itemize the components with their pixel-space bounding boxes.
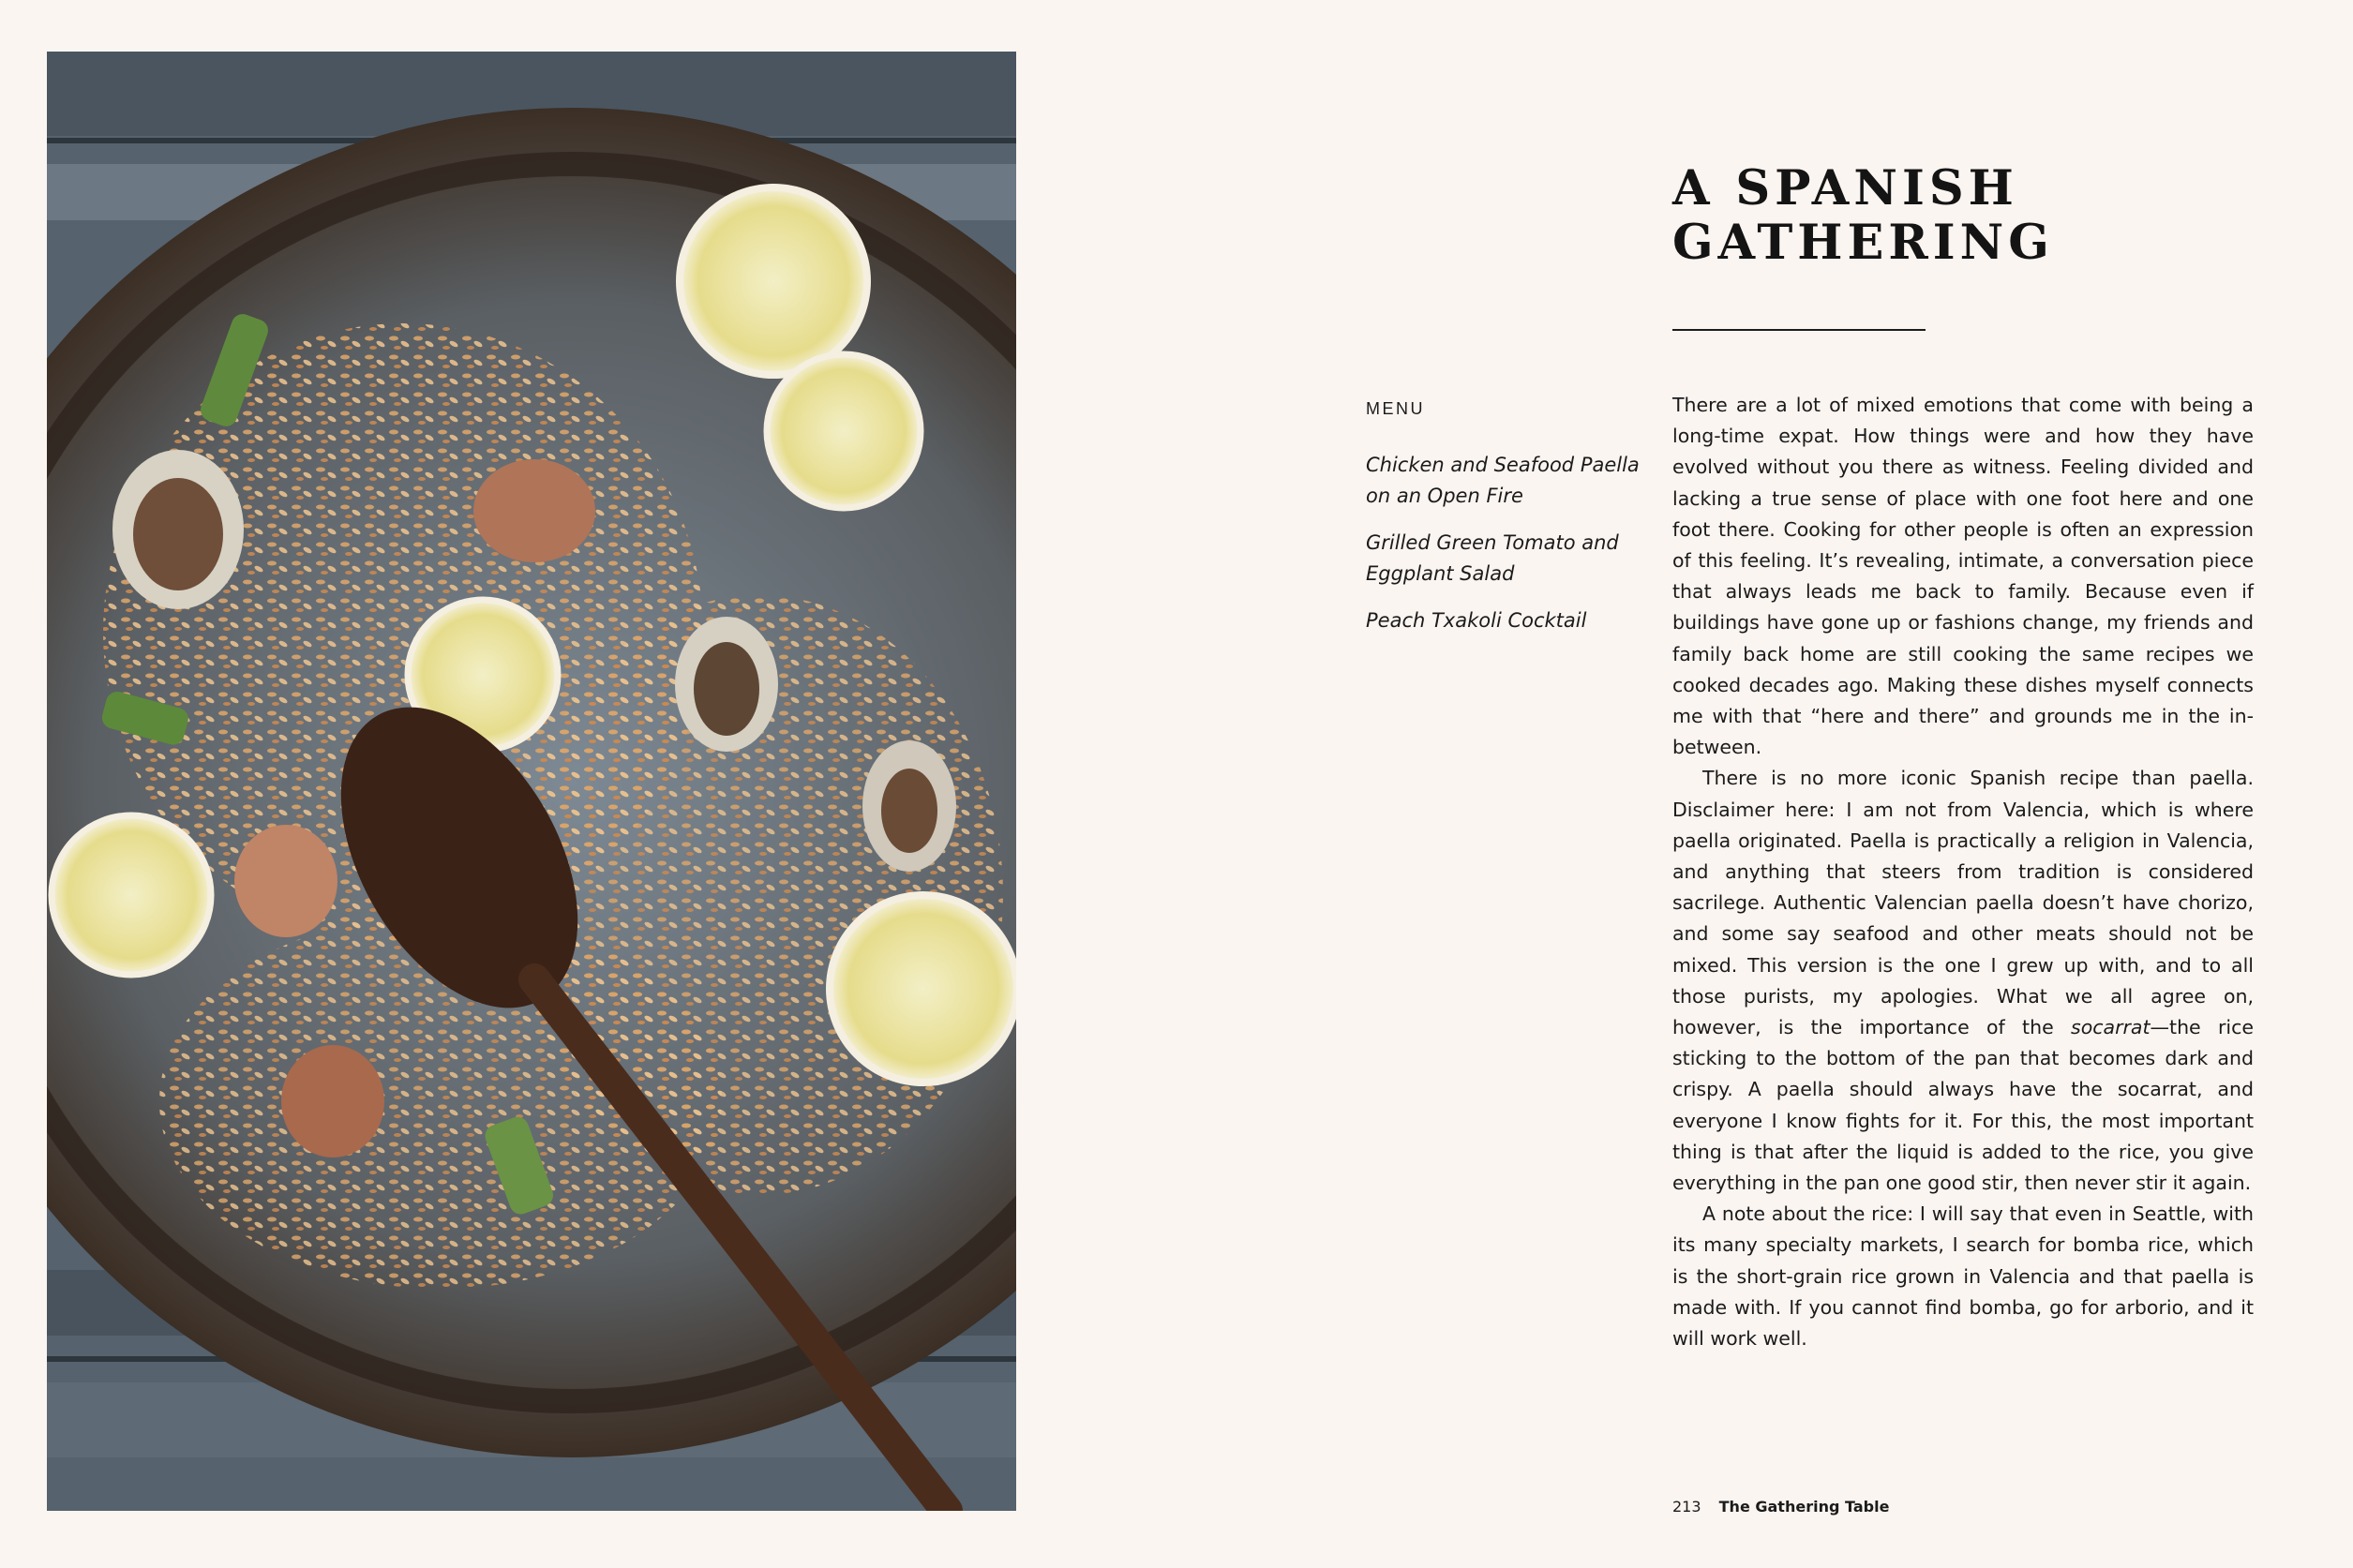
body-paragraph-2: There is no more iconic Spanish recipe than paella. Disclaimer here: I am not from Valencia, which is where paella originated. Paella is practically a religion in Valencia, and anything that steers from tradition is considered sacrilege. Authentic Valencian paella doesn’t have chorizo, and some say seafood and other meats should not be mixed. This version is the one I grew up with, and to all those purists, my apologies. What we all agree on, however, is the importance of the socarrat—the rice sticking to the bottom of the pan that becomes dark and crispy. A paella should always have the socarrat, and everyone I know fights for it. For this, the most important thing is that after the liquid is added to the rice, you give everything in the pan one good stir, then never stir it again.	[1672, 767, 2254, 1195]
menu-list	[1366, 450, 1647, 652]
body-paragraph-1: There are a lot of mixed emotions that come with being a long-time expat. How things were and how they have evolved without you there as witness. Feeling divided and lacking a true sense of place with one foot here and one foot there. Cooking for other people is often an expression of this feeling. It’s revealing, intimate, a conversation piece that always leads me back to family. Because even if buildings have gone up or fashions change, my friends and family back home are still cooking the same recipes we cooked decades ago. Making these dishes myself connects me with that “here and there” and grounds me in the in-between.	[1672, 394, 2254, 759]
menu-item-paella: Chicken and Seafood Paella on an Open Fire	[1366, 454, 1640, 507]
paella-pan-photo-icon	[47, 52, 1016, 1511]
body-paragraph-3: A note about the rice: I will say that even in Seattle, with its many specialty markets, I search for bomba rice, which is the short-grain rice grown in Valencia and that paella is made with. If you cannot find bomba, go for arborio, and it will work well.	[1672, 1202, 2254, 1351]
chapter-title-line-1: A SPANISH	[1672, 160, 2018, 217]
menu-item-cocktail: Peach Txakoli Cocktail	[1366, 609, 1587, 632]
body-text	[1672, 390, 2254, 1354]
title-divider	[1672, 329, 1926, 331]
book-title: The Gathering Table	[1718, 1498, 1890, 1516]
menu-heading: MENU	[1366, 399, 1425, 418]
menu-item-salad: Grilled Green Tomato and Eggplant Salad	[1366, 531, 1619, 585]
paella-photo	[47, 52, 1016, 1511]
chapter-title	[1672, 161, 2054, 270]
page-number: 213	[1672, 1498, 1701, 1516]
chapter-title-line-2: GATHERING	[1672, 215, 2054, 271]
page-footer	[1672, 1498, 1889, 1516]
